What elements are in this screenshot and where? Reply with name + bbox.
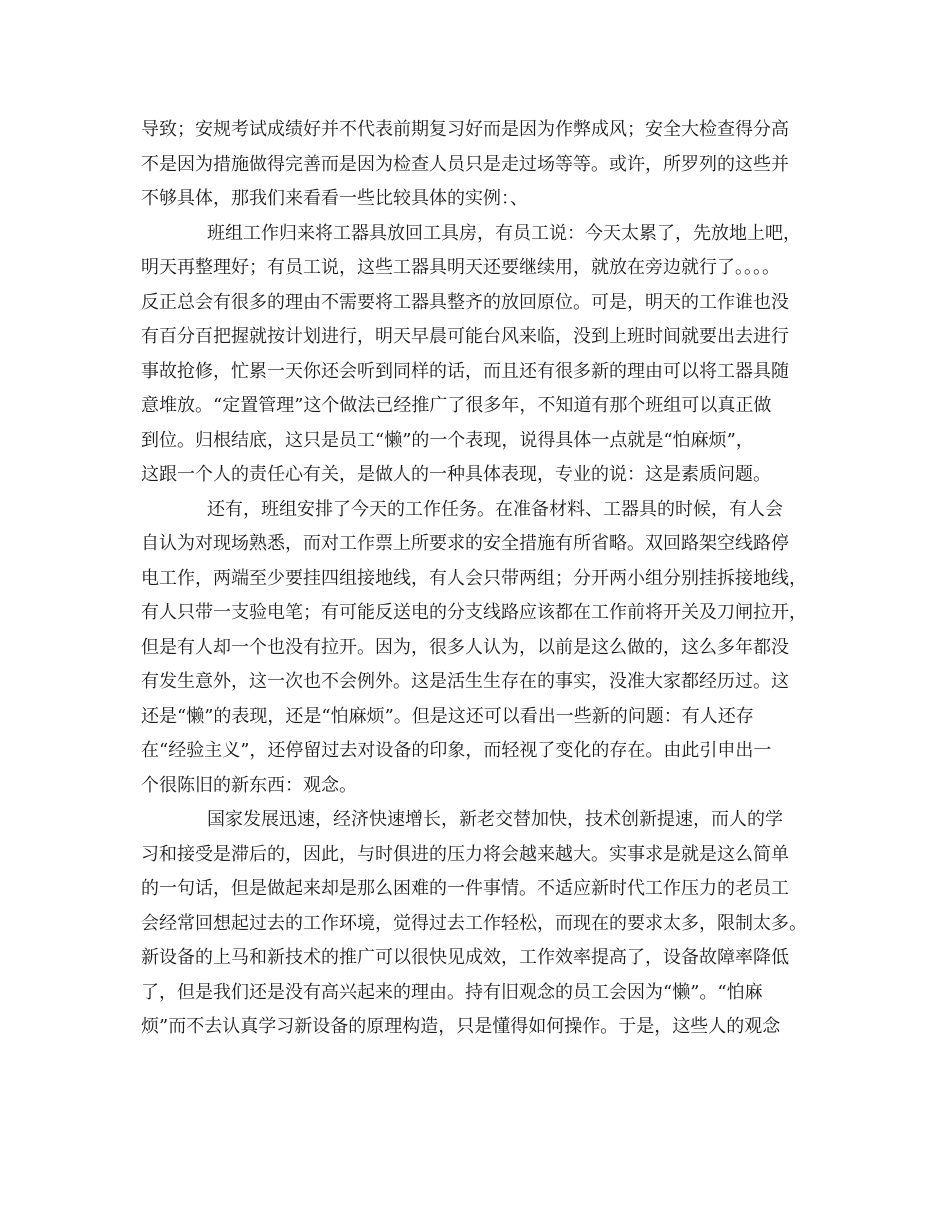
text-line: 不够具体，那我们来看看一些比较具体的实例：、	[141, 188, 528, 209]
text-line: 有人只带一支验电笔；有可能反送电的分支线路应该都在工作前将开关及刀闸拉开，	[141, 602, 807, 623]
text-line: 这跟一个人的责任心有关，是做人的一种具体表现，专业的说：这是素质问题。	[141, 464, 771, 485]
paragraph	[141, 803, 821, 1045]
text-line: 班组工作归来将工器具放回工具房，有员工说：今天太累了，先放地上吧，	[207, 222, 801, 244]
text-line: 有百分百把握就按计划进行，明天早晨可能台风来临，没到上班时间就要出去进行	[141, 326, 789, 347]
text-line: 还是“懒”的表现，还是“怕麻烦”。但是这还可以看出一些新的问题：有人还存	[141, 705, 754, 727]
text-line: 导致；安规考试成绩好并不代表前期复习好而是因为作弊成风；安全大检查得分高	[141, 119, 789, 140]
text-line: 在“经验主义”，还停留过去对设备的印象，而轻视了变化的存在。由此引申出一	[141, 740, 772, 761]
text-line: 习和接受是滞后的，因此，与时俱进的压力将会越来越大。实事求是就是这么简单	[141, 843, 789, 865]
text-line: 明天再整理好；有员工说，这些工器具明天还要继续用，就放在旁边就行了。。。。	[141, 257, 780, 278]
text-line: 反正总会有很多的理由不需要将工器具整齐的放回原位。可是，明天的工作谁也没	[141, 291, 789, 313]
body-text	[141, 113, 821, 1045]
text-line: 了，但是我们还是没有高兴起来的理由。持有旧观念的员工会因为“懒”。“怕麻	[141, 981, 763, 1003]
text-line: 有发生意外，这一次也不会例外。这是活生生存在的事实，没准大家都经历过。这	[141, 671, 789, 692]
text-line: 个很陈旧的新东西：观念。	[141, 774, 357, 796]
text-line: 烦”而不去认真学习新设备的原理构造，只是懂得如何操作。于是，这些人的观念	[141, 1016, 781, 1037]
text-line: 事故抢修，忙累一天你还会听到同样的话，而且还有很多新的理由可以将工器具随	[141, 360, 789, 382]
text-line: 意堆放。“定置管理”这个做法已经推广了很多年，不知道有那个班组可以真正做	[141, 395, 772, 416]
paragraph	[141, 217, 821, 493]
text-line: 的一句话，但是做起来却是那么困难的一件事情。不适应新时代工作压力的老员工	[141, 878, 789, 899]
paragraph	[141, 113, 821, 217]
text-line: 国家发展迅速，经济快速增长，新老交替加快，技术创新提速，而人的学	[207, 809, 783, 830]
text-line: 新设备的上马和新技术的推广可以很快见成效，工作效率提高了，设备故障率降低	[141, 947, 789, 968]
text-line: 会经常回想起过去的工作环境，觉得过去工作轻松，而现在的要求太多，限制太多。	[141, 912, 807, 934]
text-line: 还有，班组安排了今天的工作任务。在准备材料、工器具的时候，有人会	[207, 498, 783, 520]
text-line: 到位。归根结底，这只是员工“懒”的一个表现，说得具体一点就是“怕麻烦”，	[141, 429, 754, 451]
text-line: 不是因为措施做得完善而是因为检查人员只是走过场等等。或许，所罗列的这些并	[141, 153, 789, 175]
text-line: 但是有人却一个也没有拉开。因为，很多人认为，以前是这么做的，这么多年都没	[141, 636, 789, 658]
paragraph	[141, 493, 821, 804]
text-line: 自认为对现场熟悉，而对工作票上所要求的安全措施有所省略。双回路架空线路停	[141, 533, 789, 554]
text-line: 电工作，两端至少要挂四组接地线，有人会只带两组；分开两小组分别挂拆接地线，	[141, 567, 807, 589]
